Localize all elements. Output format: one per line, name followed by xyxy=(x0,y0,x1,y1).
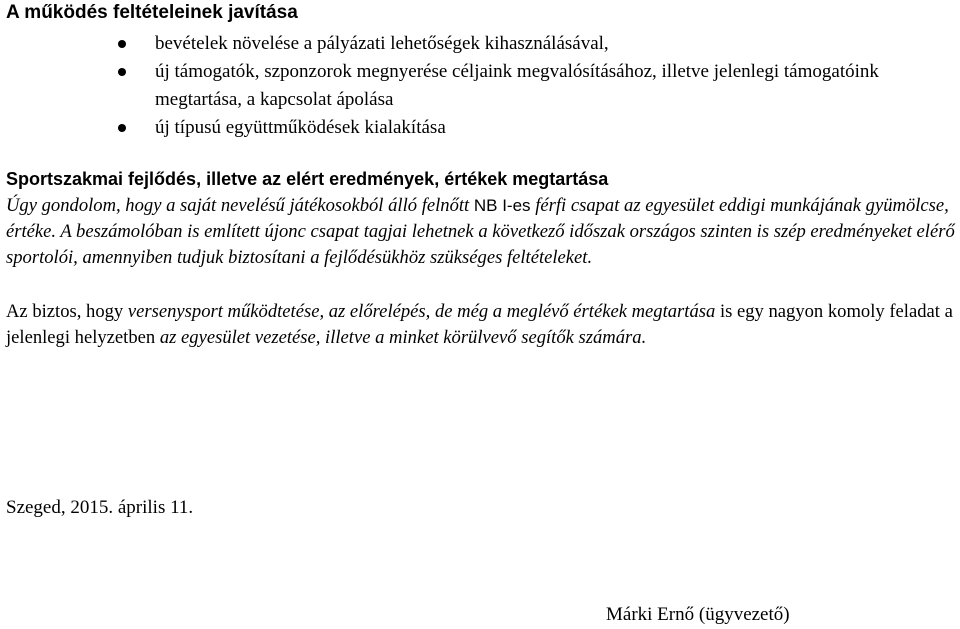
paragraph-text: az egyesület vezetése, illetve a minket körülvevő segítők számára. xyxy=(159,327,647,348)
paragraph-text: versenysport működtetése, az előrelépés, de még a meglévő értékek megtartása xyxy=(127,301,716,322)
list-item xyxy=(0,30,955,58)
bullet-text: bevételek növelése a pályázati lehetőségek kihasználásával, xyxy=(155,33,609,54)
list-item xyxy=(0,58,955,114)
list-item xyxy=(0,114,955,142)
paragraph-conclusion xyxy=(6,299,956,351)
bullet-list xyxy=(0,30,955,142)
paragraph-development xyxy=(6,193,956,271)
date-line: Szeged, 2015. április 11. xyxy=(6,497,194,518)
signature-line: Márki Ernő (ügyvezető) xyxy=(606,604,790,625)
paragraph-text: is egy nagyon komoly feladat a jelenlegi helyzetben xyxy=(6,301,953,348)
bullet-icon xyxy=(118,40,126,48)
bullet-icon xyxy=(118,68,126,76)
bullet-icon xyxy=(118,124,126,132)
paragraph-text: Az biztos, hogy xyxy=(6,301,128,322)
bullet-text: új típusú együttműködések kialakítása xyxy=(155,117,446,138)
section-heading-operation: A működés feltételeinek javítása xyxy=(6,2,298,23)
paragraph-text: Úgy gondolom, hogy a saját nevelésű játékosokból álló felnőtt xyxy=(6,195,474,216)
league-name: NB I-es xyxy=(473,196,531,215)
section-heading-sports: Sportszakmai fejlődés, illetve az elért eredmények, értékek megtartása xyxy=(6,169,609,189)
bullet-text: új támogatók, szponzorok megnyerése céljaink megvalósításához, illetve jelenlegi támogatóink megtartása, a kapcsolat ápolása xyxy=(155,61,879,110)
paragraph-text: férfi csapat az egyesület eddigi munkájának gyümölcse, értéke. A beszámolóban is említett újonc csapat tagjai lehetnek a következő időszak országos szinten is szép eredményeket elérő sportolói, amennyiben tudjuk biztosítani a fejlődésükhöz szükséges feltételeket. xyxy=(6,195,955,268)
